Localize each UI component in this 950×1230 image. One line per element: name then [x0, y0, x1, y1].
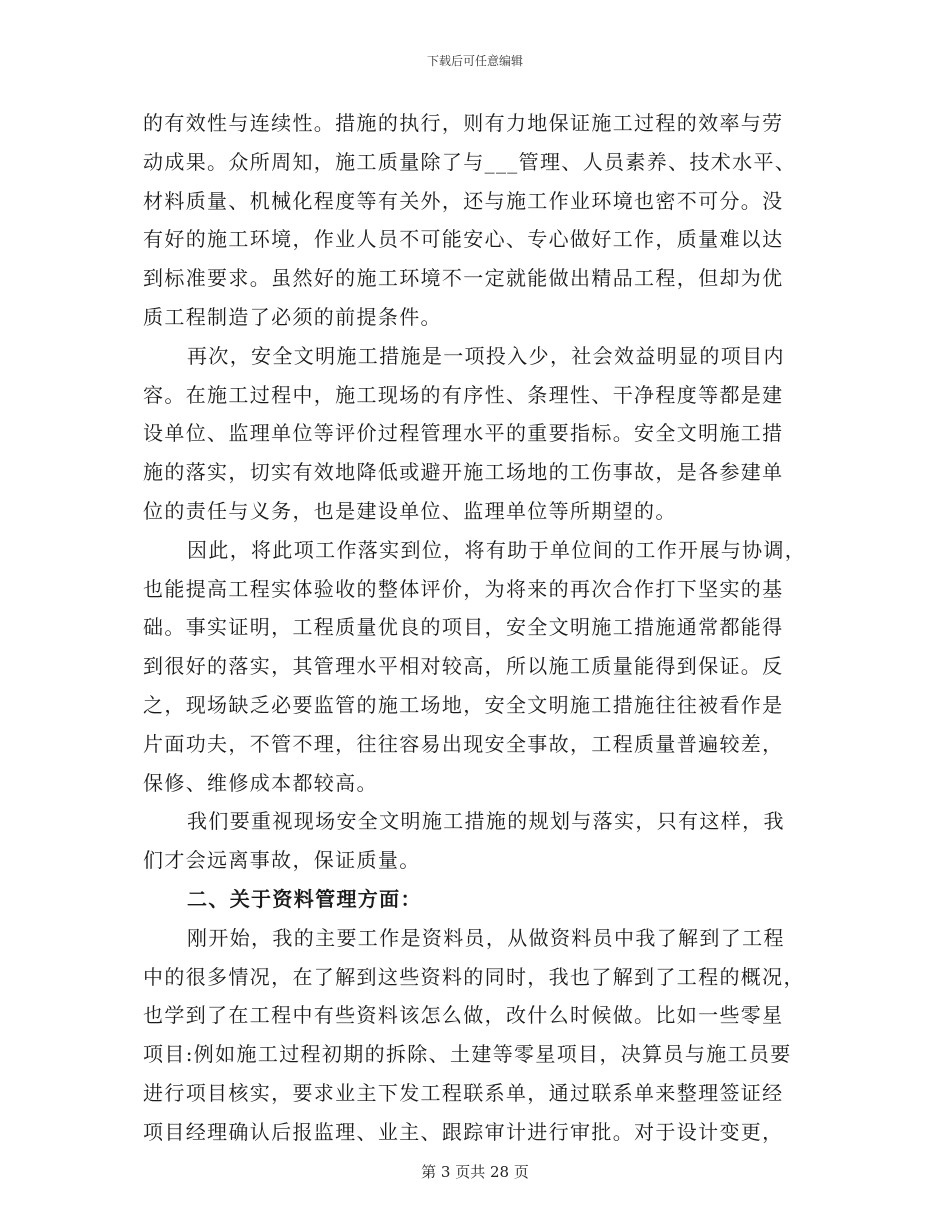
text-line: 位的责任与义务，也是建设单位、监理单位等所期望的。: [143, 498, 677, 523]
paragraph-first-line: 因此，将此项工作落实到位，将有助于单位间的工作开展与协调，: [187, 537, 807, 562]
text-line: 之，现场缺乏必要监管的施工场地，安全文明施工措施往往被看作是: [143, 692, 784, 717]
text-line: 项目:例如施工过程初期的拆除、土建等零星项目，决算员与施工员要: [143, 1042, 792, 1067]
text-line: 们才会远离事故，保证质量。: [143, 848, 421, 873]
text-line: 材料质量、机械化程度等有关外，还与施工作业环境也密不可分。没: [143, 188, 784, 213]
document-body: [143, 104, 807, 1152]
paragraph-first-line: 我们要重视现场安全文明施工措施的规划与落实，只有这样，我: [187, 809, 785, 834]
text-line: 到标准要求。虽然好的施工环境不一定就能做出精品工程，但却为优: [143, 266, 784, 291]
text-line: 设单位、监理单位等评价过程管理水平的重要指标。安全文明施工措: [143, 421, 784, 446]
paragraph-first-line: 再次，安全文明施工措施是一项投入少，社会效益明显的项目内: [187, 343, 785, 368]
text-line: 也学到了在工程中有些资料该怎么做，改什么时候做。比如一些零星: [143, 1003, 784, 1028]
text-line: 的有效性与连续性。措施的执行，则有力地保证施工过程的效率与劳: [143, 111, 784, 135]
text-line: 容。在施工过程中，施工现场的有序性、条理性、干净程度等都是建: [143, 382, 784, 407]
text-line: 础。事实证明，工程质量优良的项目，安全文明施工措施通常都能得: [143, 615, 784, 640]
text-line: 到很好的落实，其管理水平相对较高，所以施工质量能得到保证。反: [143, 654, 784, 679]
text-line: 项目经理确认后报监理、业主、跟踪审计进行审批。对于设计变更，: [143, 1119, 784, 1144]
text-line: 施的落实，切实有效地降低或避开施工场地的工伤事故，是各参建单: [143, 460, 784, 485]
page-number: 第 3 页共 28 页: [421, 1163, 529, 1181]
text-line: 质工程制造了必须的前提条件。: [143, 304, 442, 329]
text-line: 中的很多情况，在了解到这些资料的同时，我也了解到了工程的概况，: [143, 964, 805, 989]
text-line: 动成果。众所周知，施工质量除了与___管理、人员素养、技术水平、: [143, 149, 797, 174]
page-header: 下载后可任意编辑: [426, 54, 523, 68]
section-heading: 二、关于资料管理方面：: [187, 886, 422, 911]
paragraph-first-line: 刚开始，我的主要工作是资料员，从做资料员中我了解到了工程: [187, 925, 785, 950]
text-line: 也能提高工程实体验收的整体评价，为将来的再次合作打下坚实的基: [143, 576, 784, 601]
text-line: 片面功夫，不管不理，往往容易出现安全事故，工程质量普遍较差，: [143, 731, 784, 756]
text-line: 有好的施工环境，作业人员不可能安心、专心做好工作，质量难以达: [143, 227, 784, 252]
text-line: 保修、维修成本都较高。: [143, 770, 378, 795]
text-line: 进行项目核实，要求业主下发工程联系单，通过联系单来整理签证经: [143, 1080, 784, 1105]
